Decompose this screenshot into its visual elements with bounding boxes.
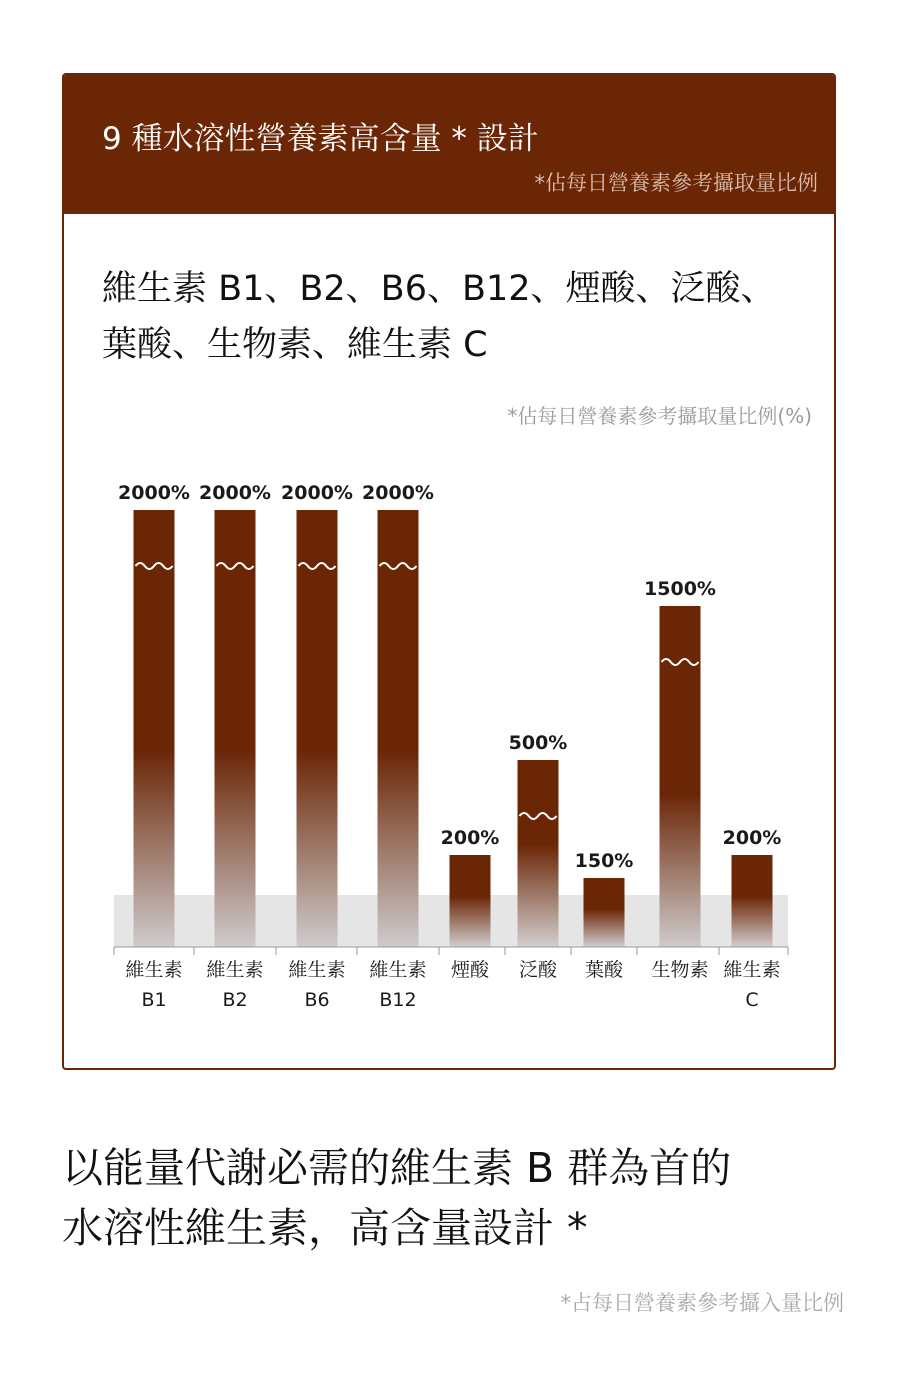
bar — [297, 510, 338, 947]
value-label: 2000% — [362, 482, 434, 504]
bar — [134, 510, 175, 947]
summary-line1: 以能量代謝必需的維生素 B 群為首的 — [62, 1144, 732, 1192]
value-label: 2000% — [118, 482, 190, 504]
category-label-line2: C — [745, 989, 759, 1011]
vitamin-list-line2: 葉酸、生物素、維生素 C — [102, 325, 488, 365]
value-label: 2000% — [199, 482, 271, 504]
category-label: 維生素 — [369, 959, 427, 981]
summary-line2: 水溶性維生素，高含量設計 * — [62, 1204, 588, 1252]
category-label-line2: B12 — [379, 989, 417, 1011]
category-label-line2: B1 — [141, 989, 167, 1011]
value-label: 150% — [574, 850, 634, 872]
category-label: 維生素 — [206, 959, 264, 981]
category-label-line2: B6 — [304, 989, 330, 1011]
category-label: 葉酸 — [584, 959, 624, 981]
vitamin-list-line1: 維生素 B1、B2、B6、B12、煙酸、泛酸、 — [102, 269, 776, 309]
value-label: 1500% — [644, 578, 716, 600]
value-label: 200% — [722, 827, 782, 849]
category-label: 維生素 — [125, 959, 183, 981]
category-label: 維生素 — [288, 959, 346, 981]
value-label: 200% — [440, 827, 500, 849]
summary-text — [62, 1138, 862, 1258]
category-label: 泛酸 — [518, 959, 558, 981]
bar — [215, 510, 256, 947]
category-label: 維生素 — [723, 959, 781, 981]
bar — [518, 760, 559, 947]
summary-footnote: *占每日營養素參考攝入量比例 — [560, 1291, 844, 1315]
bar — [732, 855, 773, 947]
category-label: 生物素 — [651, 959, 709, 981]
bar — [378, 510, 419, 947]
value-label: 2000% — [281, 482, 353, 504]
bar — [450, 855, 491, 947]
category-label: 煙酸 — [450, 959, 490, 981]
card-title: 9 種水溶性營養素高含量 * 設計 — [102, 121, 539, 157]
bar — [584, 878, 625, 947]
chart-note: *佔每日營養素參考攝取量比例(%) — [507, 404, 812, 428]
category-label-line2: B2 — [222, 989, 248, 1011]
value-label: 500% — [508, 732, 568, 754]
bar — [660, 606, 701, 947]
card-footnote: *佔每日營養素參考攝取量比例 — [534, 171, 818, 195]
